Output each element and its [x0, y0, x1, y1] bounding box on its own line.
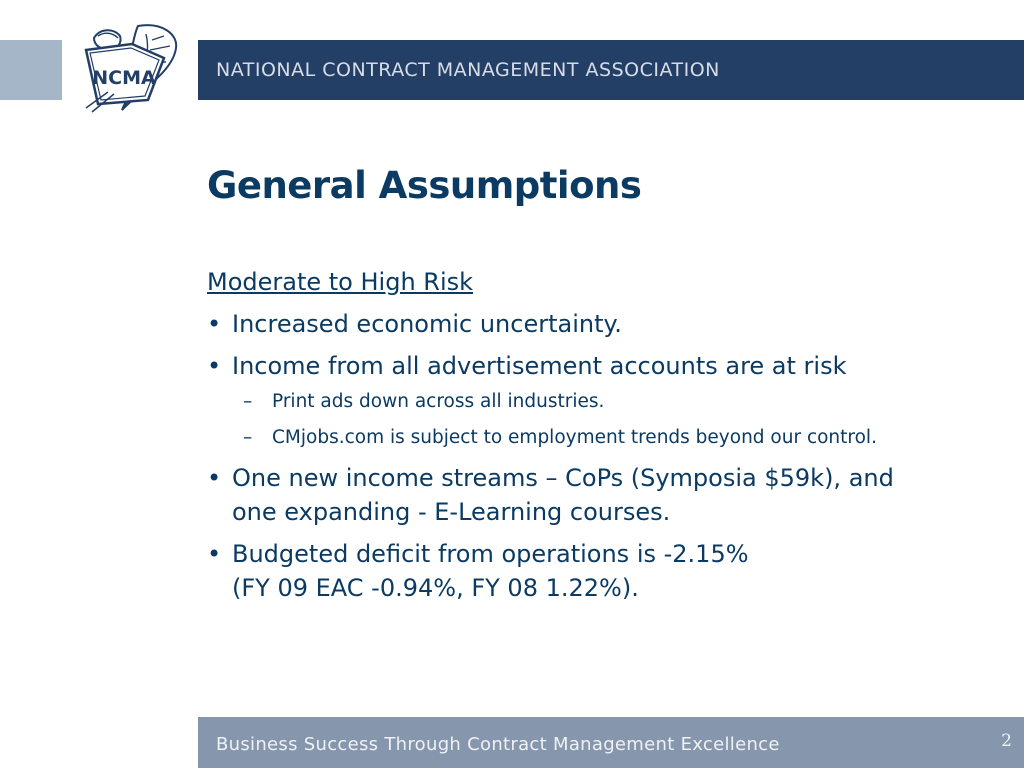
- bullet-item: [207, 349, 1007, 383]
- sub-bullet-list: [207, 389, 1007, 451]
- header-bar: [198, 40, 1024, 100]
- footer-bar: [198, 717, 1024, 768]
- dash-marker: –: [243, 427, 253, 448]
- footer-tagline: Business Success Through Contract Management Excellence: [216, 734, 780, 755]
- bullet-item: [207, 537, 1007, 605]
- bullet-item: [207, 461, 1007, 529]
- slide-title: General Assumptions: [207, 164, 642, 207]
- ncma-logo: [78, 20, 182, 116]
- bullet-text-continued: one expanding - E-Learning courses.: [232, 498, 671, 526]
- organization-name: NATIONAL CONTRACT MANAGEMENT ASSOCIATION: [216, 59, 720, 81]
- bullet-text: Income from all advertisement accounts are at risk: [232, 352, 847, 380]
- risk-subheading: Moderate to High Risk: [207, 268, 474, 296]
- accent-square: [0, 40, 62, 100]
- bullet-item: [207, 307, 1007, 341]
- bullet-text-continued: (FY 09 EAC -0.94%, FY 08 1.22%).: [232, 574, 639, 602]
- bullet-text: Increased economic uncertainty.: [232, 310, 622, 338]
- bullet-marker: •: [207, 464, 222, 492]
- sub-bullet-item: [207, 389, 1007, 415]
- bullet-text: Budgeted deficit from operations is -2.15%: [232, 540, 749, 568]
- bullet-marker: •: [207, 540, 222, 568]
- slide-body: [207, 265, 1007, 613]
- page-number: 2: [1001, 731, 1012, 751]
- logo-text: NCMA: [92, 67, 156, 89]
- bullet-marker: •: [207, 352, 222, 380]
- dash-marker: –: [243, 391, 253, 412]
- sub-bullet-item: [207, 425, 1007, 451]
- bullet-text: One new income streams – CoPs (Symposia $59k), and: [232, 464, 894, 492]
- sub-bullet-text: Print ads down across all industries.: [272, 391, 605, 412]
- bullet-marker: •: [207, 310, 222, 338]
- sub-bullet-text: CMjobs.com is subject to employment trends beyond our control.: [272, 427, 877, 448]
